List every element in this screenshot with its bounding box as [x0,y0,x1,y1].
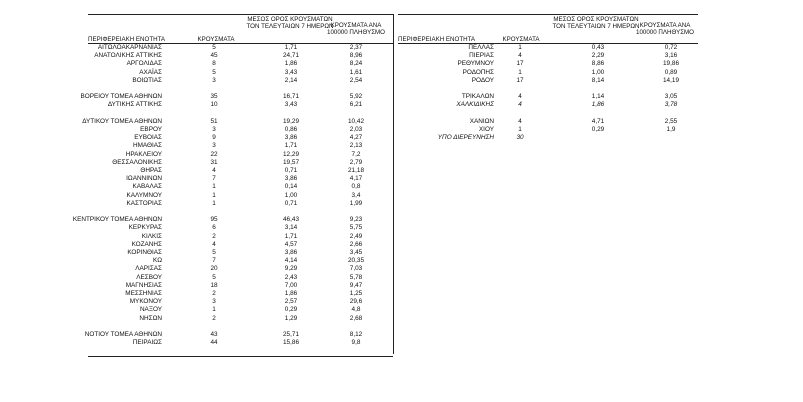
cell-cases: 31 [210,158,218,166]
cell-per: 3,45 [349,249,363,256]
cell-cases: 4 [518,117,522,125]
cell-name: ΑΝΑΤΟΛΙΚΗΣ ΑΤΤΙΚΗΣ [94,52,162,60]
cell-avg: 16,71 [283,93,299,101]
cell-avg: 1,14 [591,93,605,101]
cell-name: ΧΑΝΙΩΝ [469,117,494,125]
cell-cases: 1 [212,199,216,207]
cell-avg: 4,14 [284,257,298,265]
cell-cases: 17 [516,76,524,84]
cell-avg: 8,14 [591,76,605,84]
cell-cases: 6 [212,224,216,232]
right-header-avg: ΜΕΣΟΣ ΟΡΟΣ ΚΡΟΥΣΜΑΤΩΝ ΤΟΝ ΤΕΛΕΥΤΑΙΩΝ 7 ΗΜΕΡΩΝ [552,16,640,31]
cell-avg: 3,43 [284,101,298,109]
cell-name: ΑΧΑΪΑΣ [139,68,162,76]
cell-cases: 4 [518,93,522,101]
cell-per: 2,79 [349,158,363,166]
cell-name: ΑΡΓΟΛΙΔΑΣ [126,60,162,68]
cell-name: ΠΕΙΡΑΙΩΣ [132,339,162,347]
cell-name: ΧΑΛΚΙΔΙΚΗΣ [456,101,494,109]
cell-cases: 30 [516,134,524,142]
cell-cases: 7 [212,257,216,265]
cell-avg: 25,71 [283,331,299,338]
cell-avg: 3,14 [284,224,298,232]
cell-avg: 3,43 [284,68,298,76]
cell-per: 3,05 [664,93,678,101]
left-header-cases: ΚΡΟΥΣΜΑΤΑ [197,36,235,43]
cell-avg: 2,14 [284,76,298,84]
cell-per: 1,25 [349,290,363,297]
cell-avg: 2,29 [591,52,605,60]
cell-avg: 1,00 [284,191,298,199]
cell-name: ΚΕΝΤΡΙΚΟΥ ΤΟΜΕΑ ΑΘΗΝΩΝ [72,216,162,224]
table-row [0,110,803,118]
cell-name: ΔΥΤΙΚΗΣ ΑΤΤΙΚΗΣ [107,101,162,109]
cell-avg: 3,86 [284,134,298,142]
table-row [0,77,803,85]
cell-name: ΠΙΕΡΙΑΣ [469,52,494,60]
cell-per: 2,13 [349,142,363,150]
cell-cases: 5 [212,44,216,51]
cell-avg: 19,57 [283,158,299,166]
cell-cases: 18 [210,281,218,289]
cell-name: ΚΟΡΙΝΘΙΑΣ [127,249,162,256]
cell-cases: 45 [210,52,218,60]
cell-avg: 1,29 [284,314,298,322]
cell-cases: 3 [212,298,216,306]
table-row [0,118,803,126]
cell-name: ΡΕΘΥΜΝΟΥ [457,60,494,68]
cell-avg: 1,86 [284,60,298,68]
cell-per: 10,42 [348,117,364,125]
cell-per: 3,4 [351,191,361,199]
cell-per: 20,35 [348,257,364,265]
cell-per: 8,12 [349,331,363,338]
cell-name: ΝΟΤΙΟΥ ΤΟΜΕΑ ΑΘΗΝΩΝ [84,331,162,338]
cell-per: 21,18 [348,167,364,174]
cell-cases: 2 [212,290,216,297]
cell-avg: 15,86 [283,339,299,347]
right-top-rule [398,14,698,15]
cell-name: ΤΡΙΚΑΛΩΝ [461,93,494,101]
cell-cases: 3 [212,142,216,150]
cell-name: ΙΩΑΝΝΙΝΩΝ [126,175,162,183]
cell-cases: 9 [212,134,216,142]
table-row [0,93,803,101]
cell-cases: 4 [212,167,216,174]
cell-name: ΚΑΣΤΟΡΙΑΣ [126,199,162,207]
cell-name: ΘΕΣΣΑΛΟΝΙΚΗΣ [112,158,162,166]
cell-cases: 5 [212,249,216,256]
cell-per: 29,6 [349,298,363,306]
cell-per: 2,37 [349,44,363,51]
cell-per: 5,78 [349,273,363,281]
table-row [0,85,803,93]
table-row [0,134,803,142]
table-row [0,44,803,52]
cell-avg: 4,71 [591,117,605,125]
cell-name: ΡΟΔΟΠΗΣ [462,68,494,76]
cell-per: 4,27 [349,134,363,142]
cell-cases: 10 [210,101,218,109]
cell-per: 0,72 [664,44,678,51]
cell-name: ΜΑΓΝΗΣΙΑΣ [125,281,162,289]
cell-name: ΒΟΡΕΙΟΥ ΤΟΜΕΑ ΑΘΗΝΩΝ [80,93,162,101]
cell-name: ΔΥΤΙΚΟΥ ΤΟΜΕΑ ΑΘΗΝΩΝ [82,117,162,125]
right-header-cases: ΚΡΟΥΣΜΑΤΑ [502,36,540,43]
cell-cases: 2 [212,314,216,322]
cell-per: 0,89 [664,68,678,76]
cell-cases: 1 [518,44,522,51]
cell-avg: 1,86 [284,290,298,297]
cell-per: 2,55 [664,117,678,125]
cell-avg: 0,43 [591,44,605,51]
cell-per: 7,2 [351,150,361,158]
cell-name: ΝΑΞΟΥ [139,306,162,314]
cell-avg: 3,86 [284,249,298,256]
cell-cases: 1 [212,191,216,199]
cell-cases: 43 [210,331,218,338]
cell-avg: 2,43 [284,273,298,281]
cell-cases: 5 [212,68,216,76]
table-row [0,52,803,60]
table-row [0,126,803,134]
cell-name: ΚΙΛΚΙΣ [141,232,162,240]
cell-name: ΑΙΤΩΛΟΑΚΑΡΝΑΝΙΑΣ [97,44,162,51]
cell-cases: 8 [212,60,216,68]
cell-name: ΚΩ [152,257,162,265]
cell-cases: 1 [518,68,522,76]
cell-per: 1,61 [349,68,363,76]
cell-avg: 0,71 [284,199,298,207]
cell-avg: 2,57 [284,298,298,306]
cell-cases: 20 [210,265,218,273]
cell-per: 5,92 [349,93,363,101]
cell-per: 2,68 [349,314,363,322]
cell-name: ΕΒΡΟΥ [140,126,162,133]
cell-avg: 1,71 [284,142,298,150]
cell-per: 1,99 [349,199,363,207]
cell-name: ΧΙΟΥ [478,126,494,133]
right-header-per100k: ΚΡΟΥΣΜΑΤΑ ΑΝΑ 100000 ΠΛΗΘΥΣΜΟ [636,22,694,37]
cell-cases: 22 [210,150,218,158]
cell-cases: 7 [212,175,216,183]
cell-cases: 3 [212,76,216,84]
cell-cases: 1 [518,126,522,133]
cell-avg: 12,29 [283,150,299,158]
cell-name: ΠΕΛΛΑΣ [468,44,494,51]
cell-avg: 1,71 [284,232,298,240]
cell-avg: 9,29 [284,265,298,273]
cell-per: 9,8 [351,339,361,347]
cell-cases: 4 [518,52,522,60]
cell-per: 2,66 [349,240,363,248]
cell-cases: 4 [518,101,522,109]
cell-per: 14,19 [663,76,679,84]
cell-name: ΗΡΑΚΛΕΙΟΥ [125,150,162,158]
cell-cases: 1 [212,183,216,191]
cell-name: ΛΑΡΙΣΑΣ [135,265,162,273]
cell-name: ΚΟΖΑΝΗΣ [131,240,162,248]
cell-name: ΒΟΙΩΤΙΑΣ [132,76,162,84]
cell-avg: 8,86 [591,60,605,68]
cell-cases: 4 [212,240,216,248]
cell-avg: 3,86 [284,175,298,183]
cell-cases: 51 [210,117,218,125]
cell-per: 6,21 [349,101,363,109]
cell-cases: 44 [210,339,218,347]
cell-per: 19,86 [663,60,679,68]
cell-avg: 0,86 [284,126,298,133]
cell-cases: 35 [210,93,218,101]
cell-avg: 1,00 [591,68,605,76]
cell-cases: 3 [212,126,216,133]
cell-avg: 0,29 [591,126,605,133]
cell-cases: 17 [516,60,524,68]
cell-name: ΥΠΟ ΔΙΕΡΕΥΝΗΣΗ [437,134,494,142]
cell-name: ΛΕΣΒΟΥ [136,273,162,281]
cell-avg: 0,14 [284,183,298,191]
cell-avg: 7,00 [284,281,298,289]
right-header-region: ΠΕΡΙΦΕΡΕΙΑΚΗ ΕΝΟΤΗΤΑ [398,36,476,43]
cell-per: 3,78 [664,101,678,109]
cell-cases: 2 [212,232,216,240]
cell-per: 2,54 [349,76,363,84]
cell-per: 2,03 [349,126,363,133]
cell-avg: 0,29 [284,306,298,314]
left-header-region: ΠΕΡΙΦΕΡΕΙΑΚΗ ΕΝΟΤΗΤΑ [88,36,166,43]
cell-per: 0,8 [351,183,361,191]
cell-name: ΘΗΡΑΣ [140,167,162,174]
cell-name: ΗΜΑΘΙΑΣ [132,142,162,150]
cell-per: 4,17 [349,175,363,183]
cell-per: 2,49 [349,232,363,240]
left-header-avg: ΜΕΣΟΣ ΟΡΟΣ ΚΡΟΥΣΜΑΤΩΝ ΤΟΝ ΤΕΛΕΥΤΑΙΩΝ 7 ΗΜΕΡΩΝ [246,16,334,31]
cell-name: ΚΑΒΑΛΑΣ [132,183,162,191]
cell-cases: 95 [210,216,218,224]
cell-per: 3,16 [664,52,678,60]
cell-per: 8,24 [349,60,363,68]
cell-per: 9,23 [349,216,363,224]
cell-cases: 1 [212,306,216,314]
table-row [0,69,803,77]
cell-cases: 5 [212,273,216,281]
cell-name: ΜΕΣΣΗΝΙΑΣ [125,290,162,297]
cell-avg: 24,71 [283,52,299,60]
cell-name: ΝΗΣΩΝ [139,314,162,322]
cell-per: 5,75 [349,224,363,232]
cell-avg: 1,86 [591,101,605,109]
cell-per: 9,47 [349,281,363,289]
cell-name: ΚΑΛΥΜΝΟΥ [126,191,162,199]
cell-name: ΕΥΒΟΙΑΣ [134,134,162,142]
cell-avg: 19,29 [283,117,299,125]
cell-per: 1,9 [666,126,676,133]
table-row [0,60,803,68]
cell-name: ΜΥΚΟΝΟΥ [129,298,162,306]
cell-per: 8,96 [349,52,363,60]
cell-per: 4,8 [351,306,361,314]
cell-avg: 4,57 [284,240,298,248]
cell-name: ΚΕΡΚΥΡΑΣ [128,224,162,232]
cell-avg: 46,43 [283,216,299,224]
cell-name: ΡΟΔΟΥ [471,76,494,84]
cell-per: 7,03 [349,265,363,273]
cell-avg: 0,71 [284,167,298,174]
table-row [0,101,803,109]
left-header-per100k: ΚΡΟΥΣΜΑΤΑ ΑΝΑ 100000 ΠΛΗΘΥΣΜΟ [327,22,385,37]
cell-avg: 1,71 [284,44,298,51]
